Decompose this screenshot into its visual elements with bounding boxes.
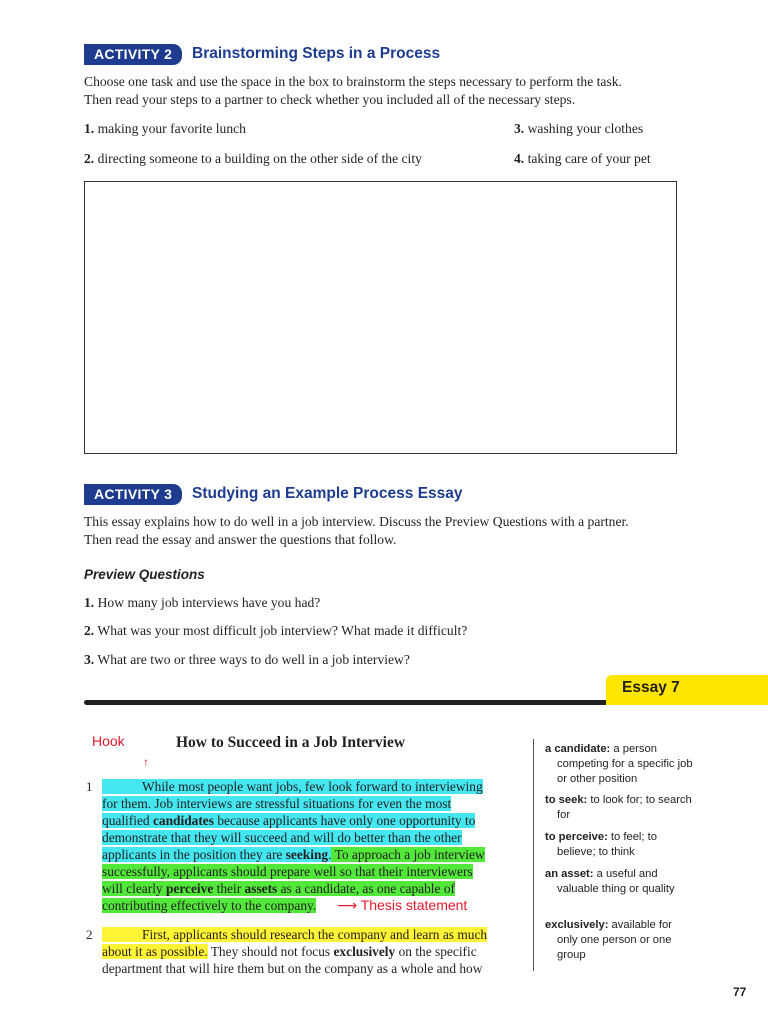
glossary-entry: [545, 918, 695, 963]
task-number: 2.: [84, 151, 95, 166]
highlight-hook: [102, 847, 331, 862]
vocab-word: perceive: [165, 881, 214, 896]
task-item-2: [84, 150, 422, 168]
glossary-entry: [545, 867, 695, 897]
essay-line: [102, 863, 473, 881]
preview-questions-heading: Preview Questions: [84, 567, 205, 582]
highlight-thesis: To approach a job interview: [331, 847, 485, 862]
essay-text: because applicants have only one opportunity to: [213, 813, 476, 828]
activity-2-instruction-2: Then read your steps to a partner to check whether you included all of the necessary steps.: [84, 92, 576, 107]
essay-text: They should not focus: [207, 944, 334, 959]
activity-2-badge: ACTIVITY 2: [84, 44, 182, 65]
question-text: What are two or three ways to do well in a job interview?: [97, 652, 410, 667]
essay-line: [102, 846, 485, 864]
highlight-topic: about it as possible.: [102, 944, 208, 959]
preview-question-1: [84, 594, 320, 612]
highlight-hook: for them. Job interviews are stressful situations for even the most: [102, 796, 452, 811]
activity-2-title: Brainstorming Steps in a Process: [192, 45, 441, 62]
highlight-thesis: [102, 881, 455, 896]
essay-line: [102, 897, 316, 915]
activity-3-instruction-1: This essay explains how to do well in a job interview. Discuss the Preview Questions with a partner.: [84, 514, 629, 529]
task-text: making your favorite lunch: [97, 121, 246, 136]
thesis-annotation: [337, 897, 467, 914]
essay-tab: [606, 675, 768, 705]
task-item-3: [514, 120, 643, 138]
essay-text: their: [213, 881, 245, 896]
preview-question-2: [84, 622, 467, 640]
essay-line: [102, 880, 455, 898]
task-text: directing someone to a building on the other side of the city: [97, 151, 422, 166]
glossary-term: an asset:: [545, 868, 594, 880]
essay-divider-rule: [84, 700, 608, 705]
thesis-label: Thesis statement: [360, 897, 468, 913]
glossary-definition: a person competing for a specific job or other position: [557, 743, 693, 785]
highlight-thesis: contributing effectively to the company.: [102, 898, 317, 913]
hook-annotation: Hook: [92, 733, 125, 749]
task-item-1: [84, 120, 246, 138]
activity-2-instruction-1: Choose one task and use the space in the box to brainstorm the steps necessary to perform the task.: [84, 74, 622, 89]
essay-text: .: [328, 847, 332, 862]
essay-text: applicants in the position they are: [102, 847, 286, 862]
essay-text: qualified: [102, 813, 153, 828]
essay-tab-label: Essay 7: [622, 679, 680, 696]
task-item-4: [514, 150, 651, 168]
question-text: What was your most difficult job interview? What made it difficult?: [97, 623, 468, 638]
task-number: 4.: [514, 151, 525, 166]
essay-text: While most people want jobs, few look forward to interviewing: [142, 779, 483, 794]
highlight-hook: [102, 813, 475, 828]
activity-3-badge: ACTIVITY 3: [84, 484, 182, 505]
task-text: washing your clothes: [527, 121, 644, 136]
page-number: 77: [733, 985, 747, 999]
task-text: taking care of your pet: [527, 151, 651, 166]
brainstorm-answer-box[interactable]: [84, 181, 677, 454]
question-number: 2.: [84, 623, 95, 638]
glossary-divider: [533, 739, 534, 971]
essay-text: on the specific: [395, 944, 477, 959]
glossary-definition: available for only one person or one group: [557, 919, 672, 961]
highlight-hook: demonstrate that they will succeed and will do better than the other: [102, 830, 462, 845]
glossary-definition: to look for; to search for: [557, 794, 692, 821]
activity-3-instruction-2: Then read the essay and answer the questions that follow.: [84, 532, 397, 547]
essay-text: as a candidate, as one capable of: [277, 881, 455, 896]
paragraph-number-1: 1: [86, 779, 93, 794]
essay-line: [102, 960, 482, 978]
task-number: 1.: [84, 121, 95, 136]
vocab-word: exclusively: [333, 944, 396, 959]
glossary-entry: [545, 793, 695, 823]
essay-text: will clearly: [102, 881, 166, 896]
preview-question-3: [84, 651, 410, 669]
highlight-topic: [102, 927, 487, 942]
glossary-term: to seek:: [545, 794, 588, 806]
highlight-hook: [102, 779, 483, 794]
question-number: 3.: [84, 652, 95, 667]
glossary-term: a candidate:: [545, 743, 611, 755]
essay-line: [102, 829, 462, 847]
hook-arrow-icon: ↑: [143, 755, 149, 769]
glossary-entry: [545, 830, 695, 860]
task-number: 3.: [514, 121, 525, 136]
question-number: 1.: [84, 595, 95, 610]
essay-line: [102, 943, 477, 961]
glossary-term: exclusively:: [545, 919, 609, 931]
glossary-definition: a useful and valuable thing or quality: [557, 868, 675, 895]
glossary-entry: [545, 742, 695, 787]
vocab-word: seeking: [285, 847, 329, 862]
essay-line: [102, 795, 451, 813]
vocab-word: assets: [244, 881, 278, 896]
glossary-definition: to feel; to believe; to think: [557, 831, 657, 858]
glossary-term: to perceive:: [545, 831, 608, 843]
essay-line: [102, 926, 487, 944]
essay-title: How to Succeed in a Job Interview: [176, 734, 406, 751]
essay-line: [102, 812, 475, 830]
essay-text: department that will hire them but on the company as a whole and how: [102, 961, 483, 976]
highlight-thesis: successfully, applicants should prepare well so that their interviewers: [102, 864, 473, 879]
arrow-right-icon: ⟶: [337, 897, 358, 913]
activity-3-title: Studying an Example Process Essay: [192, 485, 463, 502]
essay-line: [102, 778, 483, 796]
paragraph-number-2: 2: [86, 927, 93, 942]
question-text: How many job interviews have you had?: [97, 595, 321, 610]
essay-text: First, applicants should research the company and learn as much: [142, 927, 488, 942]
vocab-word: candidates: [152, 813, 214, 828]
